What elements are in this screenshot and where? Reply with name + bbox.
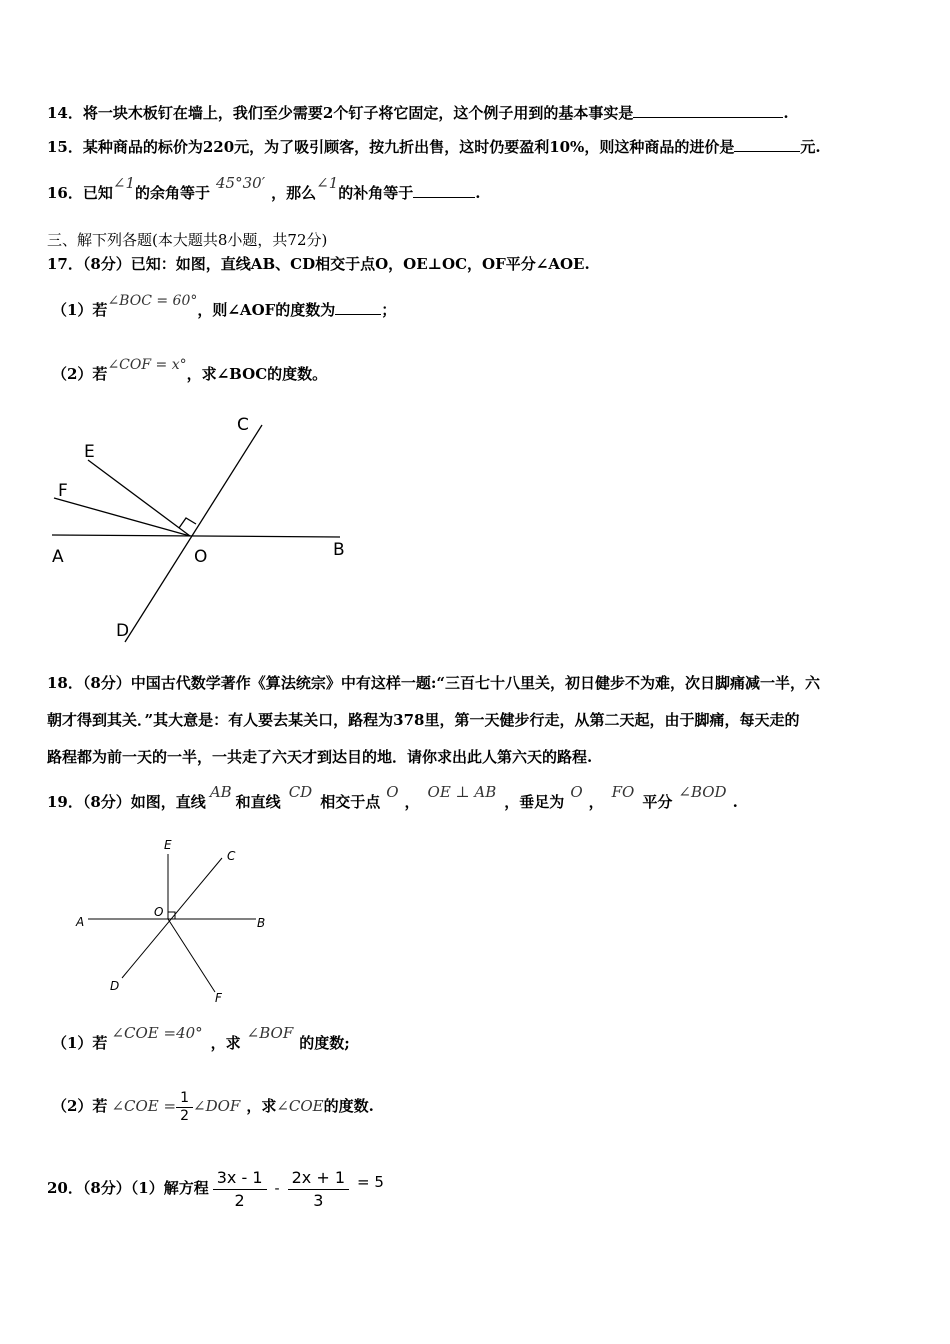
label-b: B	[333, 540, 345, 560]
answer-blank	[413, 183, 475, 198]
label-e: E	[84, 442, 95, 462]
question-16: 16．已知∠1的余角等于45°30′，那么∠1的补角等于 .	[47, 174, 481, 202]
label-d: D	[110, 979, 120, 993]
question-17-part2: （2）若∠COF = x°，求∠BOC的度数。	[52, 357, 328, 383]
label-f: F	[215, 991, 222, 1005]
label-e: E	[164, 838, 172, 852]
label-b: B	[257, 916, 266, 930]
label-c: C	[227, 849, 236, 863]
question-20: 20．（8分）（1）解方程 $\frac{3x - 1}{2}$ - $\frac{2x + 1}{3}$ = 5	[47, 1167, 384, 1210]
label-f: F	[58, 481, 68, 501]
answer-blank	[335, 300, 381, 315]
right-angle-mark	[179, 518, 196, 528]
question-18-line1: 18．（8分）中国古代数学著作《算法统宗》中有这样一题:“三百七十八里关，初日健步不为难，次日脚痛减一半，六	[47, 674, 820, 692]
label-d: D	[116, 621, 130, 641]
answer-blank	[633, 103, 783, 118]
question-14: 14．将一块木板钉在墙上，我们至少需要2个钉子将它固定，这个例子用到的基本事实是 .	[47, 104, 789, 122]
line-cd	[122, 858, 222, 978]
label-c: C	[237, 415, 249, 435]
question-15: 15．某种商品的标价为220元，为了吸引顾客，按九折出售，这时仍要盈利10%，则这种商品的进价是 元.	[47, 138, 821, 156]
label-a: A	[52, 547, 64, 567]
fraction-right: $\frac{2x + 1}{3}$	[288, 1167, 349, 1212]
answer-blank	[734, 137, 800, 152]
figure-17	[40, 410, 360, 645]
ray-of	[54, 498, 190, 536]
label-o: O	[154, 905, 164, 919]
ray-oe	[88, 460, 190, 536]
question-17-part1: （1）若∠BOC = 60°，则∠AOF的度数为 ；	[52, 293, 397, 319]
question-19-part1: （1）若∠COE =40°，求∠BOF的度数;	[52, 1024, 350, 1052]
question-19-part2: （2）若 ∠COE = $\frac{1}{2}$ ∠DOF ，求∠COE的度数.	[52, 1089, 374, 1124]
question-18-line3: 路程都为前一天的一半，一共走了六天才到达目的地．请你求出此人第六天的路程.	[47, 748, 593, 766]
figure-19	[70, 832, 280, 1010]
question-18-line2: 朝才得到其关．”其大意是：有人要去某关口，路程为378里，第一天健步行走，从第二天起，由于脚痛，每天走的	[47, 711, 800, 729]
question-19-stem: 19．（8分）如图，直线AB和直线CD相交于点O，OE ⊥ AB，垂足为O，FO平分∠BOD.	[47, 783, 738, 811]
fraction-one-half: $\frac{1}{2}$	[176, 1090, 193, 1125]
label-a: A	[76, 915, 85, 929]
question-17-stem: 17．（8分）已知：如图，直线AB、CD相交于点O，OE⊥OC，OF平分∠AOE.	[47, 255, 590, 273]
fraction-left: $\frac{3x - 1}{2}$	[213, 1167, 267, 1212]
section-header: 三、解下列各题(本大题共8小题，共72分)	[47, 231, 328, 249]
line-cd	[125, 425, 262, 642]
ray-of	[168, 919, 215, 992]
label-o: O	[194, 547, 208, 567]
line-ab	[52, 535, 340, 537]
